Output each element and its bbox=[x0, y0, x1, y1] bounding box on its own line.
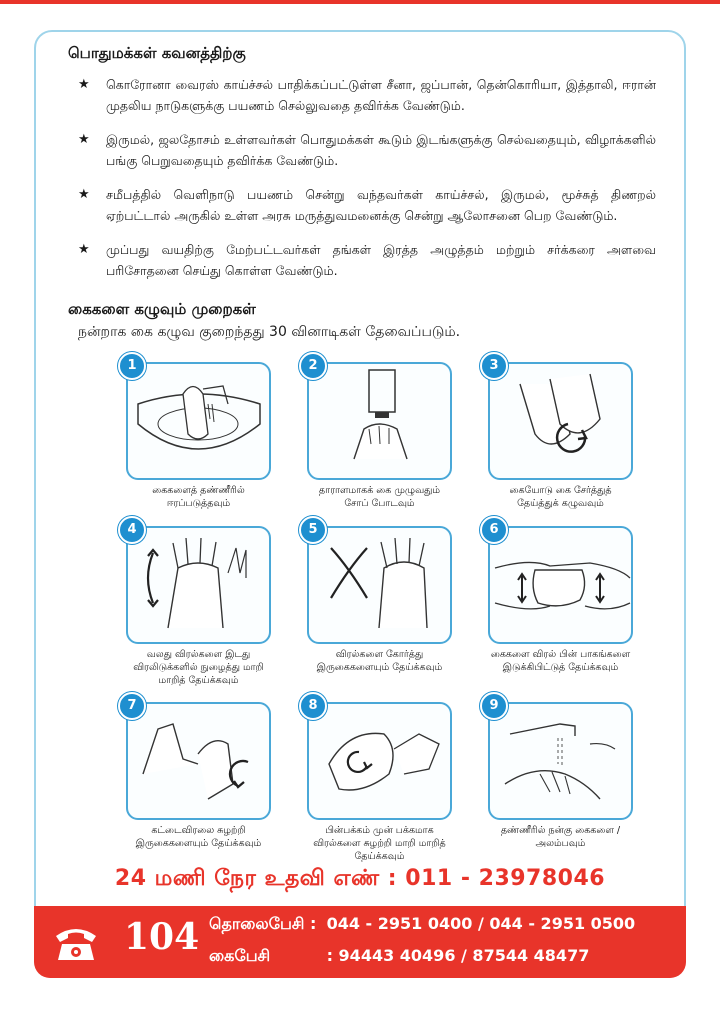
step-caption: பின்பக்கம் முன் பக்கமாக விரல்களை சுழற்றி மாறி மாறித் தேய்க்கவும் bbox=[313, 825, 446, 862]
landline-value: 044 - 2951 0400 / 044 - 2951 0500 bbox=[326, 914, 636, 933]
notice-item: ★ கொரோனா வைரஸ் காய்ச்சல் பாதிக்கப்பட்டுள்ள சீனா, ஜப்பான், தென்கொரியா, இத்தாலி, ஈரான் முதலிய நாடுகளுக்கு பயணம் செல்லுவதை தவிர்க்க வேண்டும். bbox=[76, 74, 656, 116]
step-number: 1 bbox=[118, 352, 146, 380]
emergency-number-104: 104 bbox=[124, 916, 200, 958]
step-caption: கைகளை விரல் பின் பாகங்களை இடுக்கிபிட்டுத் தேய்க்கவும் bbox=[490, 649, 631, 673]
mobile-label: கைபேசி bbox=[209, 946, 271, 965]
back-of-fingers-illustration bbox=[490, 528, 631, 642]
notice-item: ★ இருமல், ஜலதோசம் உள்ளவர்கள் பொதுமக்கள் கூடும் இடங்களுக்கு செல்வதையும், விழாக்களில் பங்கு பெறுவதையும் தவிர்க்க வேண்டும். bbox=[76, 129, 656, 171]
step-number: 6 bbox=[480, 516, 508, 544]
top-red-bar bbox=[0, 0, 720, 4]
landline-row bbox=[209, 914, 635, 935]
rinse-hands-illustration bbox=[490, 704, 631, 818]
palm-to-palm-illustration bbox=[490, 364, 631, 478]
wet-hands-illustration bbox=[128, 364, 269, 478]
step-caption: கையோடு கை சேர்த்துத் தேய்த்துக் கழுவவும் bbox=[509, 485, 612, 509]
landline-label: தொலைபேசி : bbox=[209, 914, 317, 933]
step-number: 2 bbox=[299, 352, 327, 380]
star-icon: ★ bbox=[78, 242, 90, 257]
notice-item: ★ சமீபத்தில் வெளிநாடு பயணம் சென்று வந்தவர்கள் காய்ச்சல், இருமல், மூச்சுத் திணறல் ஏற்பட்டால் அருகில் உள்ள அரசு மருத்துவமனைக்கு சென்று ஆலோசனை பெற வேண்டும். bbox=[76, 184, 656, 226]
star-icon: ★ bbox=[78, 132, 90, 147]
step-number: 9 bbox=[480, 692, 508, 720]
soap-dispenser-illustration bbox=[309, 364, 450, 478]
star-icon: ★ bbox=[78, 187, 90, 202]
fingers-crossed-illustration bbox=[309, 528, 450, 642]
star-icon: ★ bbox=[78, 77, 90, 92]
notice-item: ★ முப்பது வயதிற்கு மேற்பட்டவர்கள் தங்கள் இரத்த அழுத்தம் மற்றும் சர்க்கரை அளவை பரிசோதனை செய்து கொள்ள வேண்டும். bbox=[76, 239, 656, 281]
fingertips-palm-illustration bbox=[309, 704, 450, 818]
footer-banner bbox=[34, 906, 686, 978]
handwash-subtitle: நன்றாக கை கழுவ குறைந்தது 30 வினாடிகள் தேவைப்படும். bbox=[78, 324, 461, 340]
step-number: 7 bbox=[118, 692, 146, 720]
step-caption: கைகளைத் தண்ணீரில் ஈரப்படுத்தவும் bbox=[152, 485, 245, 509]
step-caption: தண்ணீரில் நன்கு கைகளை / அலம்பவும் bbox=[500, 825, 621, 849]
step-number: 5 bbox=[299, 516, 327, 544]
mobile-row bbox=[209, 946, 589, 967]
step-caption: வலது விரல்களை இடது விரலிடுக்களில் நுழைத்து மாறி மாறித் தேய்க்கவும் bbox=[133, 649, 264, 686]
handwash-title: கைகளை கழுவும் முறைகள் bbox=[68, 300, 256, 318]
step-number: 8 bbox=[299, 692, 327, 720]
step-number: 4 bbox=[118, 516, 146, 544]
step-number: 3 bbox=[480, 352, 508, 380]
fingers-interlaced-illustration bbox=[128, 528, 269, 642]
step-caption: தாராளமாகக் கை முழுவதும் சோப் போடவும் bbox=[318, 485, 441, 509]
public-notice-title: பொதுமக்கள் கவனத்திற்கு bbox=[68, 44, 246, 62]
helpline-number: 24 மணி நேர உதவி எண் : 011 - 23978046 bbox=[114, 866, 606, 891]
mobile-value: : 94443 40496 / 87544 48477 bbox=[326, 946, 590, 965]
step-caption: கட்டைவிரலை சுழற்றி இருகைகளையும் தேய்க்கவும் bbox=[135, 825, 262, 849]
step-caption: விரல்களை கோர்த்து இருகைகளையும் தேய்க்கவும் bbox=[316, 649, 443, 673]
thumb-rotation-illustration bbox=[128, 704, 269, 818]
telephone-icon bbox=[52, 920, 100, 964]
public-notice-list bbox=[76, 74, 656, 294]
